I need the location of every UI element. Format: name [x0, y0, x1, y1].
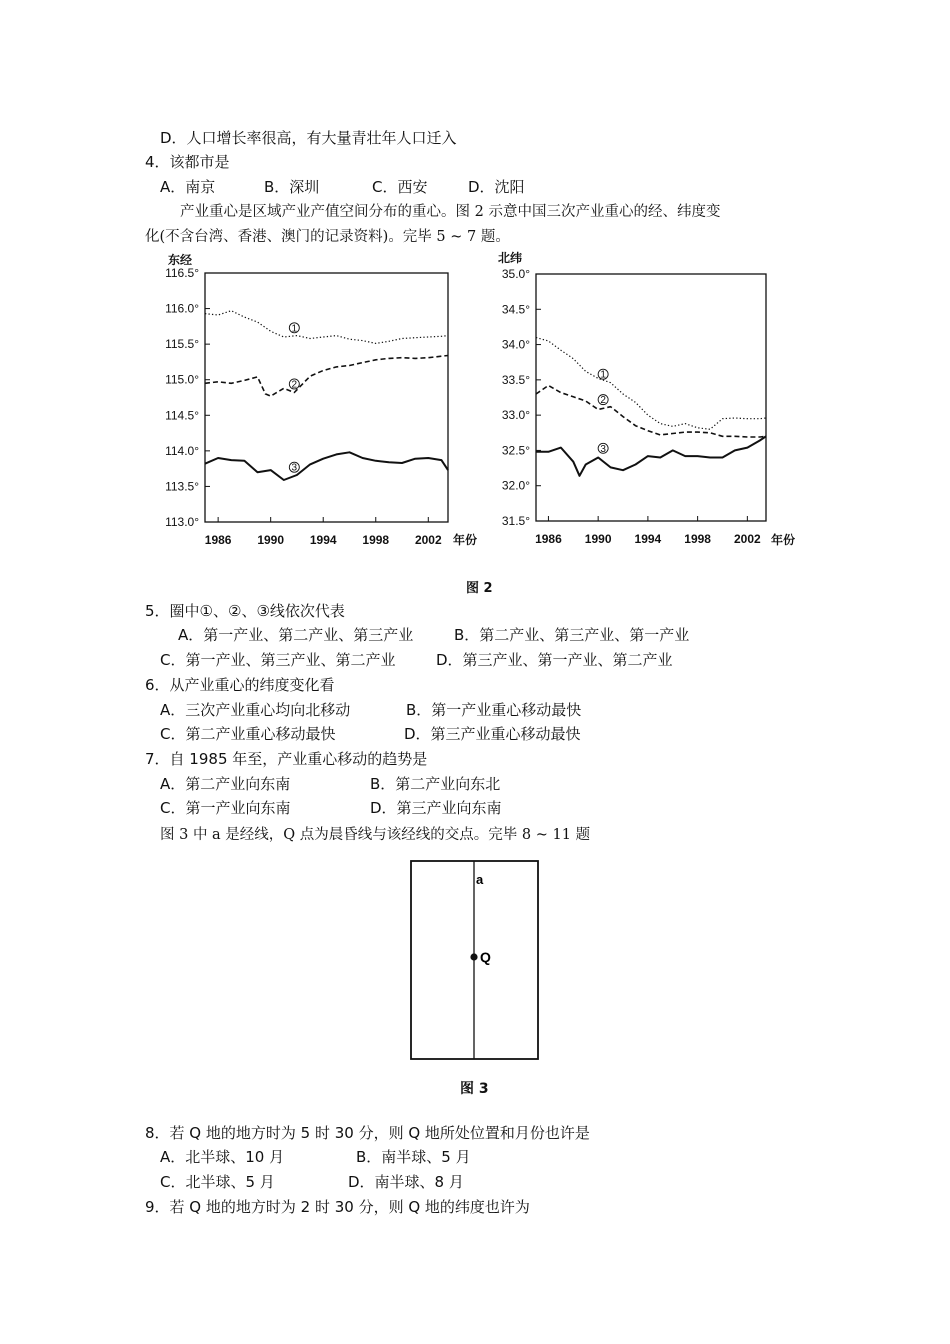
lat-y-tick-label: 34.0° [501, 337, 530, 352]
q7-option-b: B．第二产业向东北 [370, 775, 501, 793]
q4-option-c: C．西安 [372, 178, 428, 196]
lat-series-1-label: 1 [600, 369, 606, 381]
lat-x-tick-label: 2002 [733, 532, 761, 546]
q7-option-a: A．第二产业向东南 [160, 775, 291, 793]
lat-x-tick-label: 1990 [584, 532, 612, 546]
q6-option-c: C．第二产业重心移动最快 [160, 725, 336, 743]
lon-y-tick-label: 115.5° [165, 337, 199, 352]
lat-series-1-line [536, 338, 766, 430]
lat-chart-xlabel: 年份 [771, 533, 796, 547]
lon-y-tick-label: 113.5° [165, 479, 199, 494]
lon-series-2-label: 2 [291, 379, 298, 391]
lat-y-tick-label: 33.0° [501, 408, 530, 423]
q4-option-a: A．南京 [160, 178, 216, 196]
figure-3-caption: 图 3 [460, 1081, 489, 1097]
lat-x-tick-label: 1994 [634, 532, 662, 546]
q8-stem: 8．若 Q 地的地方时为 5 时 30 分，则 Q 地所处位置和月份也许是 [145, 1124, 590, 1142]
intro-fig2-line2: 化(不含台湾、香港、澳门的记录资料)。完毕 5 ~ 7 题。 [145, 229, 510, 245]
q8-option-a: A．北半球、10 月 [160, 1148, 285, 1166]
lon-x-tick-label: 1986 [204, 533, 232, 547]
q5-option-b: B．第二产业、第三产业、第一产业 [454, 626, 690, 644]
lon-series-1-line [205, 311, 448, 344]
q6-stem: 6．从产业重心的纬度变化看 [145, 676, 335, 694]
lat-y-tick-label: 31.5° [501, 514, 530, 528]
lon-series-3-line [205, 452, 448, 480]
q5-stem: 5．圈中①、②、③线依次代表 [145, 602, 345, 620]
lon-y-tick-label: 116.5° [165, 266, 199, 280]
lon-x-tick-label: 1990 [257, 533, 285, 547]
lat-series-3-line [536, 436, 766, 476]
intro-fig3: 图 3 中 a 是经线，Q 点为晨昏线与该经线的交点。完毕 8 ~ 11 题 [160, 827, 591, 843]
longitude-chart [150, 248, 478, 553]
lon-chart-frame [205, 273, 448, 522]
lon-y-tick-label: 114.5° [165, 408, 199, 423]
lat-y-tick-label: 32.0° [501, 478, 530, 493]
q7-options-cd [160, 798, 502, 818]
lat-y-tick-label: 35.0° [501, 267, 530, 281]
latitude-chart [492, 248, 812, 553]
q6-options-cd [160, 724, 581, 744]
q5-options-cd [160, 650, 673, 670]
q8-option-d: D．南半球、8 月 [348, 1173, 464, 1191]
q4-options [160, 177, 525, 197]
q8-options-cd [160, 1172, 464, 1192]
q5-options-ab [178, 625, 689, 645]
lat-series-2-line [536, 386, 766, 438]
lat-y-tick-label: 34.5° [501, 302, 530, 317]
q5-option-a: A．第一产业、第二产业、第三产业 [178, 626, 414, 644]
q8-option-b: B．南半球、5 月 [356, 1148, 471, 1166]
figure-3-diagram [400, 850, 550, 1100]
lat-x-tick-label: 1998 [684, 532, 711, 546]
lon-y-tick-label: 115.0° [165, 372, 199, 387]
lat-x-tick-label: 1986 [535, 532, 562, 546]
figure-2-caption: 图 2 [466, 581, 493, 596]
point-q-label: Q [480, 949, 491, 965]
lat-y-tick-label: 32.5° [501, 443, 530, 458]
point-q [470, 953, 477, 960]
q8-option-c: C．北半球、5 月 [160, 1173, 275, 1191]
q6-options-ab [160, 700, 581, 720]
lat-series-2-label: 2 [600, 395, 606, 407]
lon-y-tick-label: 114.0° [165, 443, 199, 458]
lon-chart-ylabel: 东经 [168, 253, 193, 267]
q6-option-b: B．第一产业重心移动最快 [406, 701, 582, 719]
q8-options-ab [160, 1147, 471, 1167]
q7-option-c: C．第一产业向东南 [160, 799, 291, 817]
q5-option-d: D．第三产业、第一产业、第二产业 [436, 651, 673, 669]
q4-stem: 4．该都市是 [145, 153, 230, 171]
lon-y-tick-label: 113.0° [165, 515, 199, 529]
lon-x-tick-label: 1998 [362, 533, 390, 547]
lon-y-tick-label: 116.0° [165, 301, 199, 316]
q6-option-d: D．第三产业重心移动最快 [404, 725, 581, 743]
meridian-a-label: a [476, 872, 484, 887]
intro-fig2-line1: 产业重心是区域产业产值空间分布的重心。图 2 示意中国三次产业重心的经、纬度变 [180, 204, 721, 220]
q7-option-d: D．第三产业向东南 [370, 799, 502, 817]
q4-option-b: B．深圳 [264, 178, 320, 196]
lon-series-3-label: 3 [291, 462, 298, 474]
q6-option-a: A．三次产业重心均向北移动 [160, 701, 351, 719]
lat-y-tick-label: 33.5° [501, 372, 530, 387]
lat-chart-frame [536, 274, 766, 521]
lat-chart-ylabel: 北纬 [498, 251, 523, 265]
q9-stem: 9．若 Q 地的地方时为 2 时 30 分，则 Q 地的纬度也许为 [145, 1198, 530, 1216]
lon-x-tick-label: 2002 [414, 533, 442, 547]
q7-stem: 7．自 1985 年至，产业重心移动的趋势是 [145, 750, 428, 768]
q7-options-ab [160, 774, 500, 794]
q5-option-c: C．第一产业、第三产业、第二产业 [160, 651, 396, 669]
q4-option-d: D．沈阳 [468, 178, 525, 196]
lon-chart-xlabel: 年份 [453, 533, 478, 547]
lat-series-3-label: 3 [600, 443, 606, 455]
lon-series-1-label: 1 [291, 323, 298, 335]
lon-series-2-line [205, 356, 448, 397]
lon-x-tick-label: 1994 [309, 533, 337, 547]
q3-option-d: D．人口增长率很高，有大量青壮年人口迁入 [160, 129, 457, 147]
